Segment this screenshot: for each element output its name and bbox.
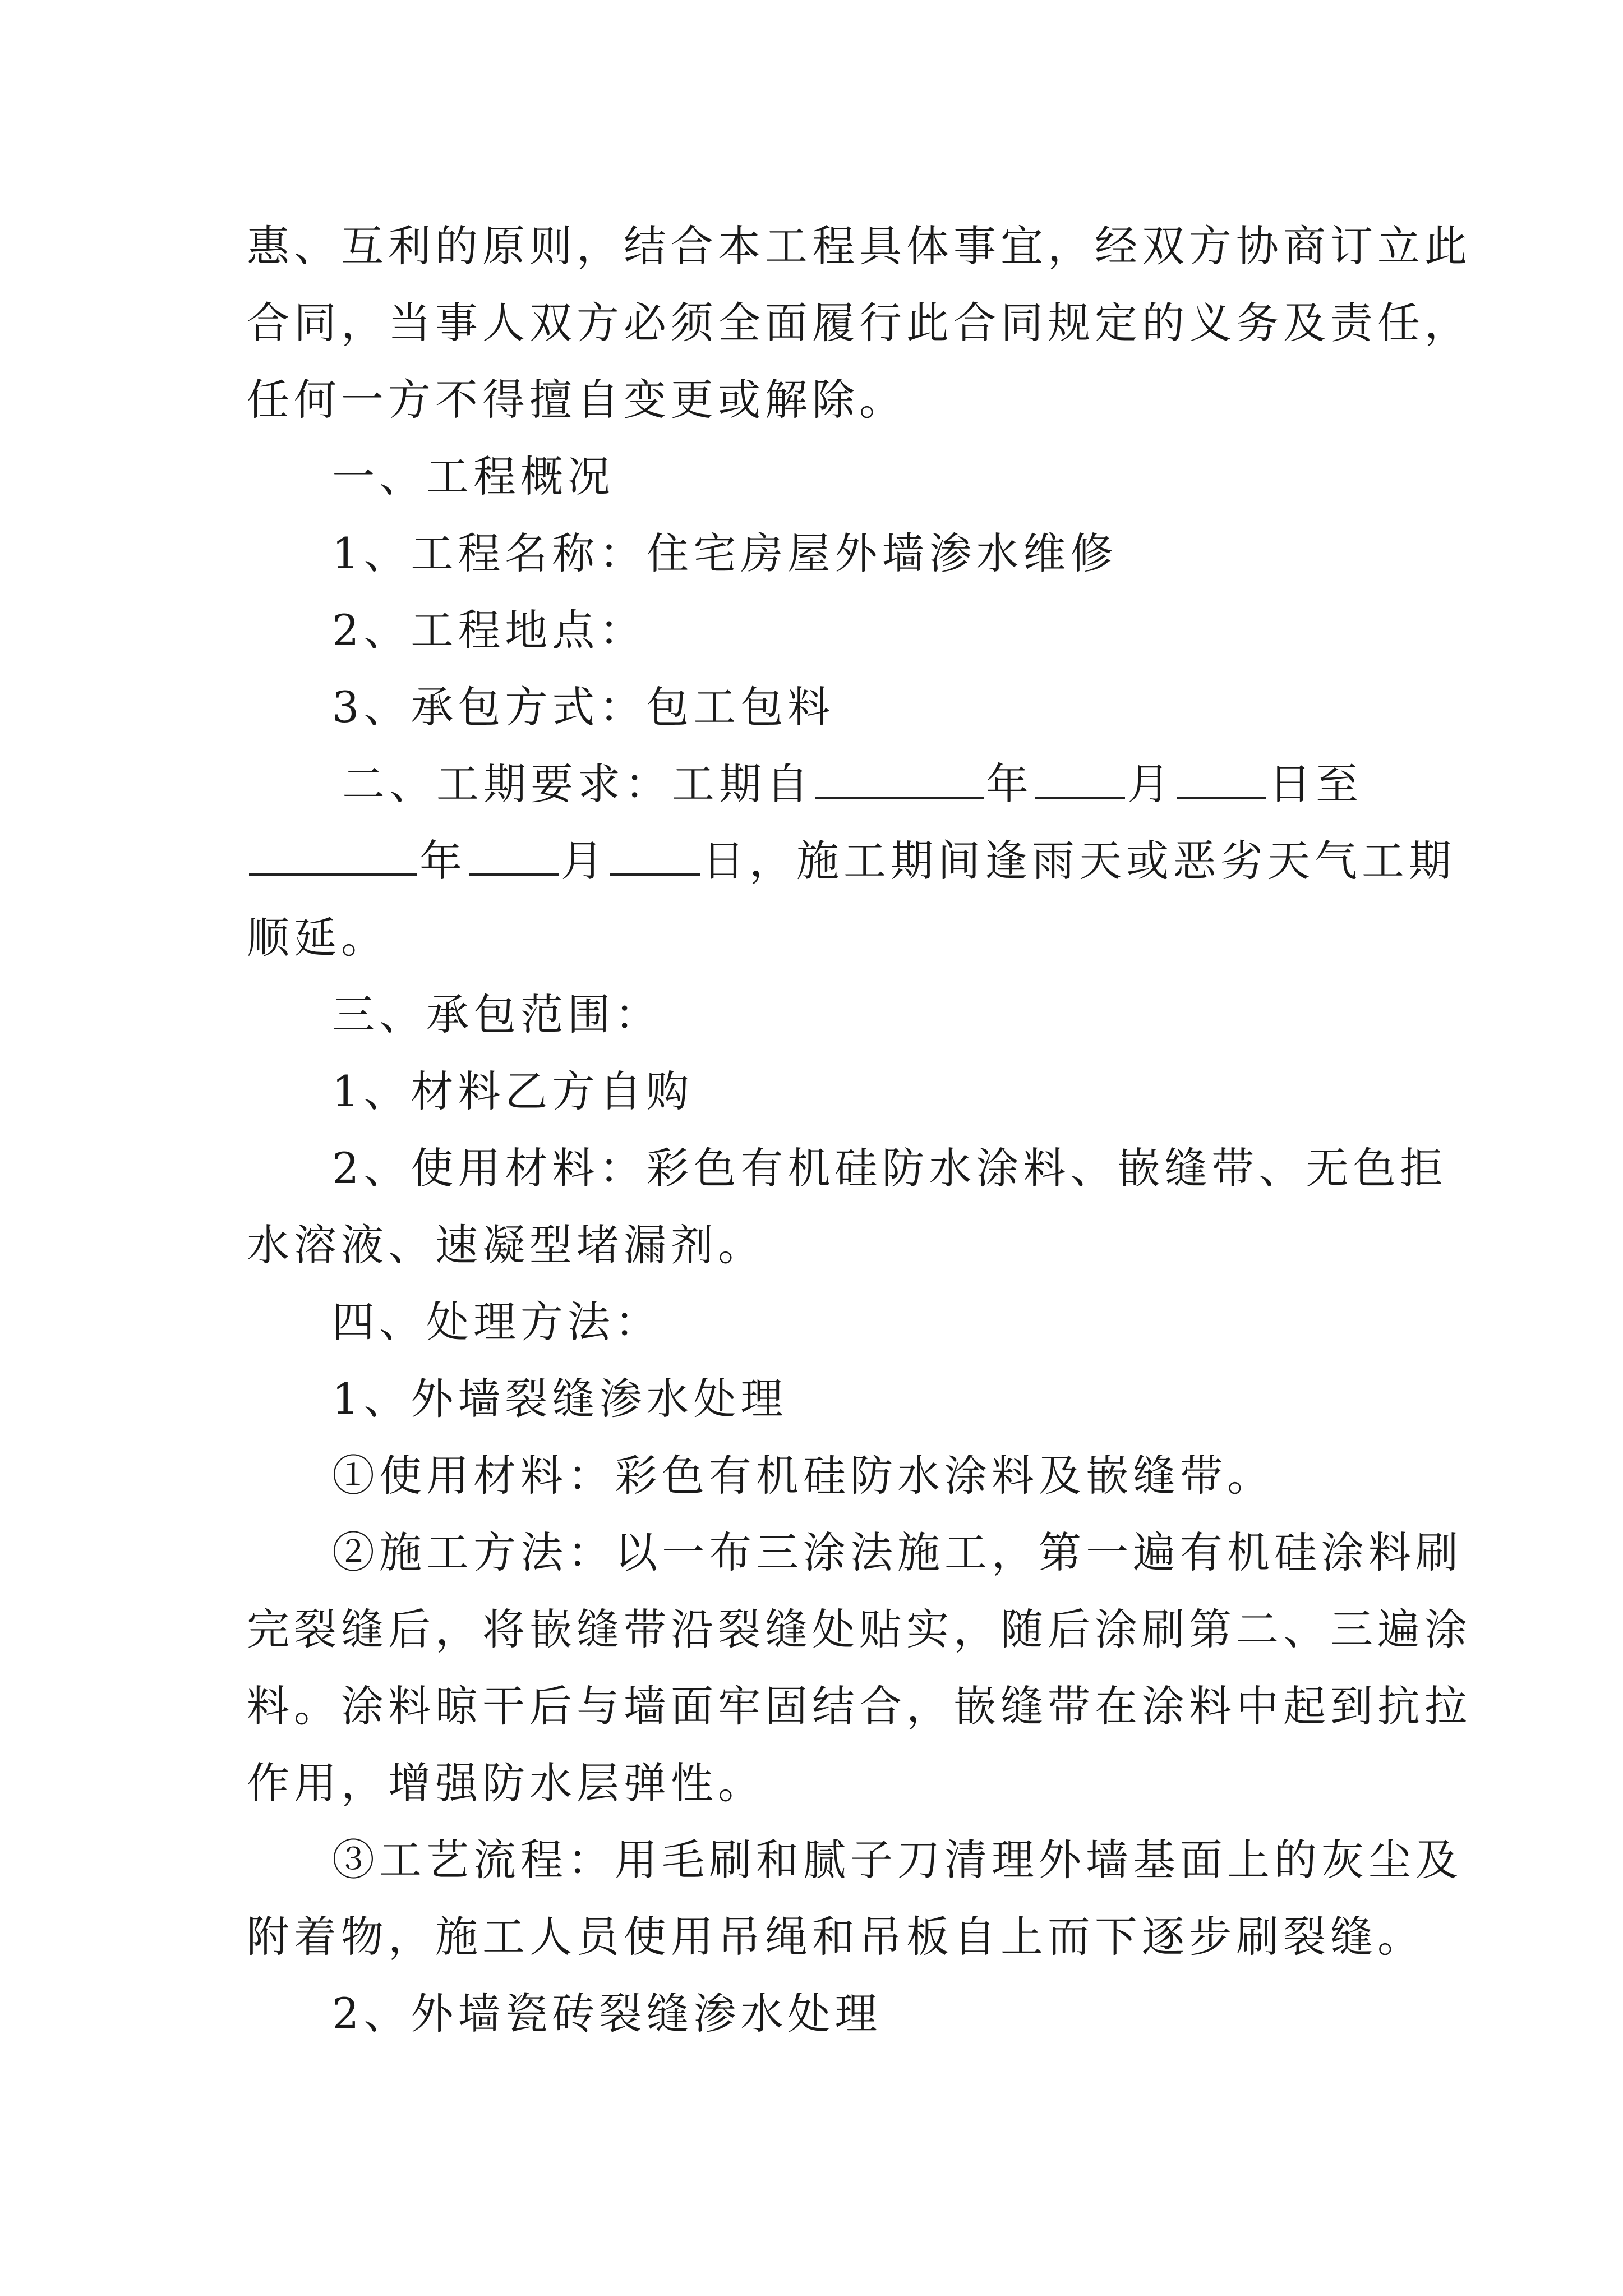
period-year-label: 年 — [986, 759, 1033, 809]
section-heading: 三、承包范围： — [332, 990, 662, 1039]
period-month-label: 月 — [1127, 759, 1174, 809]
list-item: 2、工程地点： — [332, 605, 647, 655]
paragraph-line: 水溶液、速凝型堵漏剂。 — [247, 1220, 765, 1270]
list-item: 1、工程名称：住宅房屋外墙渗水维修 — [332, 528, 1118, 578]
list-item: ①使用材料：彩色有机硅防水涂料及嵌缝带。 — [332, 1451, 1274, 1501]
period-line-2 — [247, 822, 1456, 899]
list-item: 1、材料乙方自购 — [332, 1066, 694, 1116]
section-heading: 四、处理方法： — [332, 1297, 662, 1347]
blank-underline — [1035, 762, 1125, 799]
blank-underline — [469, 839, 559, 876]
period-tail: 日，施工期间逢雨天或恶劣天气工期 — [702, 836, 1456, 886]
section-heading: 一、工程概况 — [332, 452, 615, 501]
blank-underline — [1177, 762, 1266, 799]
period-prefix: 二、工期要求：工期自 — [342, 759, 813, 809]
blank-underline — [815, 762, 984, 799]
blank-underline — [249, 839, 417, 876]
list-item: ②施工方法：以一布三涂法施工，第一遍有机硅涂料刷 — [332, 1527, 1463, 1577]
list-item: 2、外墙瓷砖裂缝渗水处理 — [332, 1989, 882, 2039]
paragraph-line: 合同，当事人双方必须全面履行此合同规定的义务及责任， — [247, 298, 1472, 348]
period-month-label-2: 月 — [561, 836, 608, 886]
paragraph-line: 作用，增强防水层弹性。 — [247, 1758, 765, 1808]
list-item: 2、使用材料：彩色有机硅防水涂料、嵌缝带、无色拒 — [332, 1143, 1447, 1193]
period-line-1 — [247, 746, 1391, 822]
period-line-3: 顺延。 — [247, 913, 388, 963]
period-day-to-label: 日至 — [1269, 759, 1363, 809]
paragraph-line: 完裂缝后，将嵌缝带沿裂缝处贴实，随后涂刷第二、三遍涂 — [247, 1604, 1472, 1654]
period-year-label-2: 年 — [419, 836, 467, 886]
paragraph-line: 料。涂料晾干后与墙面牢固结合，嵌缝带在涂料中起到抗拉 — [247, 1681, 1472, 1731]
paragraph-line: 惠、互利的原则，结合本工程具体事宜，经双方协商订立此 — [247, 221, 1472, 271]
document-body — [247, 208, 1472, 2052]
list-item: 3、承包方式：包工包料 — [332, 682, 835, 732]
paragraph-line: 附着物，施工人员使用吊绳和吊板自上而下逐步刷裂缝。 — [247, 1912, 1424, 1962]
blank-underline — [610, 839, 700, 876]
list-item: ③工艺流程：用毛刷和腻子刀清理外墙基面上的灰尘及 — [332, 1835, 1463, 1885]
paragraph-line: 任何一方不得擅自变更或解除。 — [247, 375, 906, 425]
list-item: 1、外墙裂缝渗水处理 — [332, 1374, 788, 1424]
